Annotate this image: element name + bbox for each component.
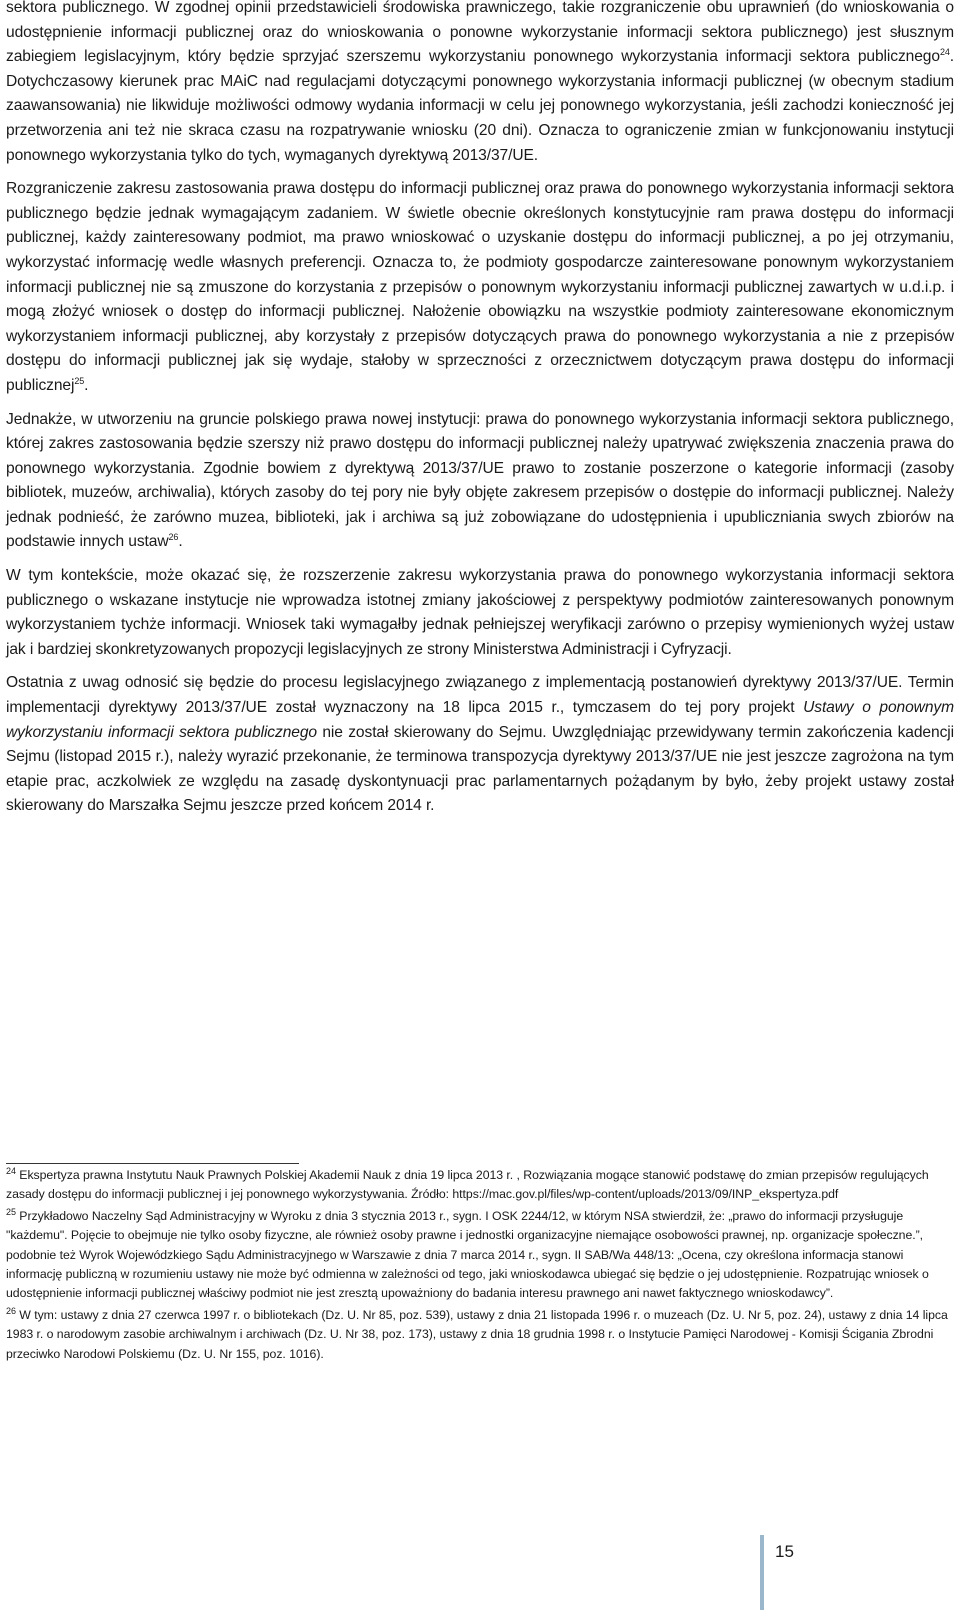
footnote-24 xyxy=(6,1166,954,1205)
footnote-number: 24 xyxy=(6,1165,16,1176)
page-number: 15 xyxy=(760,1535,800,1610)
footnote-ref-24[interactable]: 24 xyxy=(939,47,950,57)
paragraph: Jednakże, w utworzeniu na gruncie polskiego prawa nowej instytucji: prawa do ponownego wykorzystania informacji sektora publicznego, której zakres zastosowania będzie szerszy niż prawo dostępu do informacji publicznej należy upatrywać zwiększenia znaczenia prawa do ponownego wykorzystania. Zgodnie bowiem z dyrektywą 2013/37/UE prawo to zostanie poszerzone o kategorie informacji (zasoby bibliotek, muzeów, archiwalia), których zasoby do tej pory nie były objęte zakresem przepisów o dostępie do informacji publicznej. Należy jednak podnieść, że zarówno muzea, biblioteki, jak i archiwa są już zobowiązane do udostępnienia i upubliczniania swych zbiorów na podstawie innych ustaw$^{26}$. xyxy=(6,410,954,551)
paragraph: Ostatnia z uwag odnosić się będzie do procesu legislacyjnego związanego z implementacją postanowień dyrektywy 2013/37/UE. Termin implementacji dyrektywy 2013/37/UE został wyznaczony na 18 lipca 2015 r., tymczasem do tej pory projekt Ustawy o ponownym wykorzystaniu informacji sektora publicznego nie został skierowany do Sejmu. Uwzględniając przewidywany termin zakończenia kadencji Sejmu (listopad 2015 r.), należy wyrazić przekonanie, że terminowa transpozycja dyrektywy 2013/37/UE nie jest jeszcze zagrożona na tym etapie prac, aczkolwiek ze względu na zasadę dyskontynuacji prac parlamentarnych pożądanym by było, żeby projekt ustawy został skierowany do Marszałka Sejmu jeszcze przed końcem 2014 r. xyxy=(6,674,955,815)
paragraph: sektora publicznego. W zgodnej opinii przedstawicieli środowiska prawniczego, takie rozgraniczenie obu uprawnień (do wnioskowania o udostępnienie informacji publicznej oraz do wnioskowania o ponowne wykorzystanie informacji sektora publicznego) jest słusznym zabiegiem legislacyjnym, który będzie sprzyjać szerszemu wykorzystaniu ponownego wykorzystania informacji sektora publicznego$^{24}$. Dotychczasowy kierunek prac MAiC nad regulacjami dotyczącymi ponownego wykorzystania informacji publicznej (w obecnym stadium zaawansowania) nie likwiduje możliwości odmowy wydania informacji w celu jej ponownego wykorzystania, jeśli zachodzi konieczność jej przetworzenia ani też nie skraca czasu na rozpatrywanie wniosku (20 dni). Oznacza to ograniczenie zmian w funkcjonowaniu instytucji ponownego wykorzystania tylko do tych, wymaganych dyrektywą 2013/37/UE. xyxy=(6,0,954,164)
footnotes xyxy=(6,1166,954,1366)
footnote-ref-26[interactable]: 26 xyxy=(168,532,179,543)
footnote-25 xyxy=(6,1207,954,1304)
italic-title: Ustawy o ponownym wykorzystaniu informacji sektora publicznego xyxy=(6,699,955,741)
paragraph: Rozgraniczenie zakresu zastosowania prawa dostępu do informacji publicznej oraz prawa do ponownego wykorzystania informacji sektora publicznego będzie jednak wymagającym zadaniem. W świetle obecnie określonych konstytucyjnie ram prawa dostępu do informacji publicznej, każdy zainteresowany podmiot, ma prawo wnioskować o uzyskanie dostępu do informacji publicznej, a po jej otrzymaniu, wykorzystać informację wedle własnych preferencji. Oznacza to, że podmioty gospodarcze zainteresowane ponownym wykorzystaniem informacji publicznej nie są zmuszone do korzystania z przepisów o ponownym wykorzystaniu informacji publicznej zawartych w u.d.i.p. i mogą złożyć wniosek o dostęp do informacji publicznej. Nałożenie obowiązku na wszystkie podmioty zainteresowane ekonomicznym wykorzystaniem informacji publicznej, aby korzystały z przepisów dotyczących prawa do ponownego wykorzystania a nie z przepisów dostępu do informacji publicznej jak się wydaje, stałoby w sprzeczności z orzecznictwem dotyczącym prawa dostępu do informacji publicznej$^{25}$. xyxy=(6,180,954,394)
body-text xyxy=(6,0,954,828)
footnote-26 xyxy=(6,1306,954,1364)
footnote-text: Ekspertyza prawna Instytutu Nauk Prawnych Polskiej Akademii Nauk z dnia 19 lipca 2013 r. , Rozwiązania mogące stanowić podstawę do zmian przepisów regulujących zasady dostępu do informacji publicznej i jej ponownego wykorzystywania. Źródło: https://mac.gov.pl/files/wp-content/uploads/2013/09/INP_ekspertyza.pdf xyxy=(6,1168,929,1202)
paragraph: W tym kontekście, może okazać się, że rozszerzenie zakresu wykorzystania prawa do ponownego wykorzystania informacji sektora publicznego o wskazane instytucje nie wprowadza istotnej zmiany jakościowej z perspektywy podmiotów zainteresowanych ponownym wykorzystaniem tychże informacji. Wniosek taki wymagałby jednak pełniejszej weryfikacji zarówno o przepisy wymienionych wyżej ustaw jak i bardziej skonkretyzowanych propozycji legislacyjnych ze strony Ministerstwa Administracji i Cyfryzacji. xyxy=(6,567,954,658)
footnote-text: W tym: ustawy z dnia 27 czerwca 1997 r. o bibliotekach (Dz. U. Nr 85, poz. 539), ustawy z dnia 21 listopada 1996 r. o muzeach (Dz. U. Nr 5, poz. 24), ustawy z dnia 14 lipca 1983 r. o narodowym zasobie archiwalnym i archiwach (Dz. U. Nr 38, poz. 173), ustawy z dnia 18 grudnia 1998 r. o Instytucie Pamięci Narodowej - Komisji Ścigania Zbrodni przeciwko Narodowi Polskiemu (Dz. U. Nr 155, poz. 1016). xyxy=(6,1307,948,1361)
footnote-number: 26 xyxy=(6,1305,16,1316)
footnote-ref-25[interactable]: 25 xyxy=(74,375,85,386)
footnote-number: 25 xyxy=(6,1206,16,1217)
footnote-text: Przykładowo Naczelny Sąd Administracyjny w Wyroku z dnia 3 stycznia 2013 r., sygn. I OSK 2244/12, w którym NSA stwierdził, że: „prawo do informacji przysługuje "każdemu". Pojęcie to obejmuje nie tylko osoby fizyczne, ale również osoby prawne i jednostki organizacyjne niemające osobowości prawnej, np. organizacje społeczne.”, podobnie też Wyrok Wojewódzkiego Sądu Administracyjnego w Warszawie z dnia 7 marca 2014 r., sygn. II SAB/Wa 448/13: „Ocena, czy określona informacja stanowi informację publiczną w rozumieniu ustawy nie może być odmienna w zależności od tego, jaki wnioskodawca ubiegać się będzie o jej udostępnienie. Rozpatrując wniosek o udostępnienie informacji publicznej właściwy podmiot nie jest zresztą upoważniony do badania interesu prawnego ani nawet faktycznego wnioskodawcy”. xyxy=(6,1208,929,1301)
footnote-separator xyxy=(6,1163,299,1164)
